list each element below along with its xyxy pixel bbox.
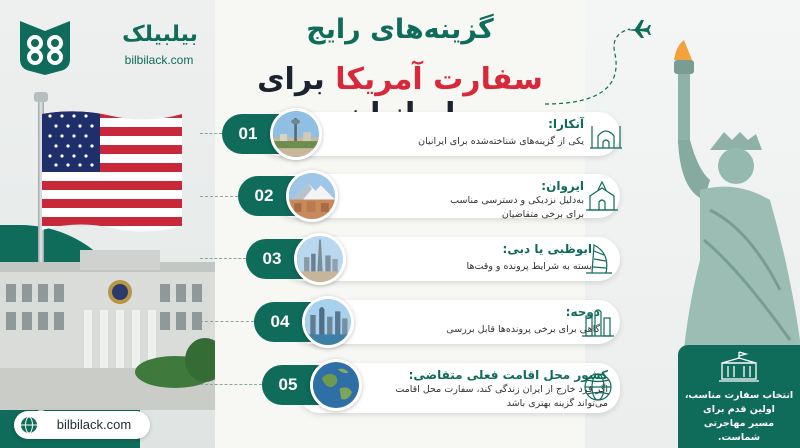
- row-description-line-1: اگر فرد خارج از ایران زندگی کند، سفارت محل اقامت: [395, 384, 608, 395]
- list-item[interactable]: [246, 237, 622, 281]
- title-highlight: سفارت آمریکا: [335, 62, 543, 97]
- towers-icon: [580, 306, 616, 338]
- row-title: دوحه:: [565, 305, 600, 319]
- row-number-badge: 02: [238, 176, 310, 216]
- row-title: آنکارا:: [548, 117, 584, 131]
- list-item[interactable]: [262, 363, 622, 407]
- logo-mark-icon: [14, 15, 76, 77]
- title-line-1: گزینه‌های رایج: [306, 14, 494, 45]
- doha-skyline-thumbnail: [302, 296, 354, 348]
- info-card-line-2: اولین قدم برای: [703, 404, 775, 415]
- row-description: گاهی برای برخی پرونده‌ها قابل بررسی: [446, 324, 600, 335]
- row-description-line-2: برای برخی متقاضیان: [501, 209, 584, 220]
- row-description: [348, 194, 584, 222]
- row-title: ایروان:: [541, 179, 584, 193]
- dashed-connector: [200, 133, 222, 134]
- ankara-skyline-thumbnail: [270, 108, 322, 160]
- row-description: یکی از گزینه‌های شناخته‌شده برای ایرانیان: [418, 136, 584, 147]
- embassy-building-illustration: [0, 240, 215, 410]
- row-description-line-2: می‌تواند گزینه بهتری باشد: [506, 398, 608, 409]
- yerevan-ararat-thumbnail: [286, 170, 338, 222]
- dubai-skyline-thumbnail: [294, 233, 346, 285]
- dashed-connector: [200, 321, 254, 322]
- embassy-building-icon: [718, 351, 760, 383]
- info-card-line-3: مسیر مهاجرتی شماست.: [703, 418, 775, 443]
- row-description-line-1: به‌دلیل نزدیکی و دسترسی مناسب: [450, 195, 584, 206]
- list-item[interactable]: [222, 112, 622, 156]
- info-card-text: [684, 389, 794, 445]
- dashed-connector: [200, 384, 262, 385]
- title-rest: برای: [257, 62, 325, 97]
- brand-logo[interactable]: [14, 15, 226, 75]
- info-card: [678, 345, 800, 448]
- brand-domain: bilbilack.com: [124, 53, 194, 67]
- airplane-icon: [625, 18, 651, 40]
- flag-pole-tip: [34, 92, 48, 102]
- church-icon: [584, 180, 620, 212]
- row-number-badge: 01: [222, 114, 294, 154]
- earth-globe-thumbnail: [310, 359, 362, 411]
- row-number-badge: 04: [254, 302, 326, 342]
- row-description: بسته به شرایط پرونده و وقت‌ها: [466, 261, 592, 272]
- burj-al-arab-icon: [580, 243, 616, 275]
- info-card-line-1: انتخاب سفارت مناسب،: [684, 390, 794, 401]
- website-text: bilbilack.com: [56, 417, 132, 432]
- dashed-connector: [200, 258, 246, 259]
- row-description: [372, 383, 608, 411]
- mosque-icon: [588, 118, 624, 150]
- row-title: ابوظبی یا دبی:: [502, 242, 592, 256]
- list-item[interactable]: [254, 300, 622, 344]
- globe-icon: [580, 371, 616, 403]
- row-title: کشور محل اقامت فعلی متقاضی:: [408, 368, 608, 382]
- website-link[interactable]: [14, 411, 150, 439]
- usa-flag-icon: [42, 108, 182, 238]
- row-number-badge: 05: [262, 365, 334, 405]
- list-item[interactable]: [238, 174, 622, 218]
- brand-name: بیلبیلک: [122, 22, 198, 47]
- globe-icon: [20, 416, 38, 434]
- dashed-connector: [200, 196, 238, 197]
- row-number-badge: 03: [246, 239, 318, 279]
